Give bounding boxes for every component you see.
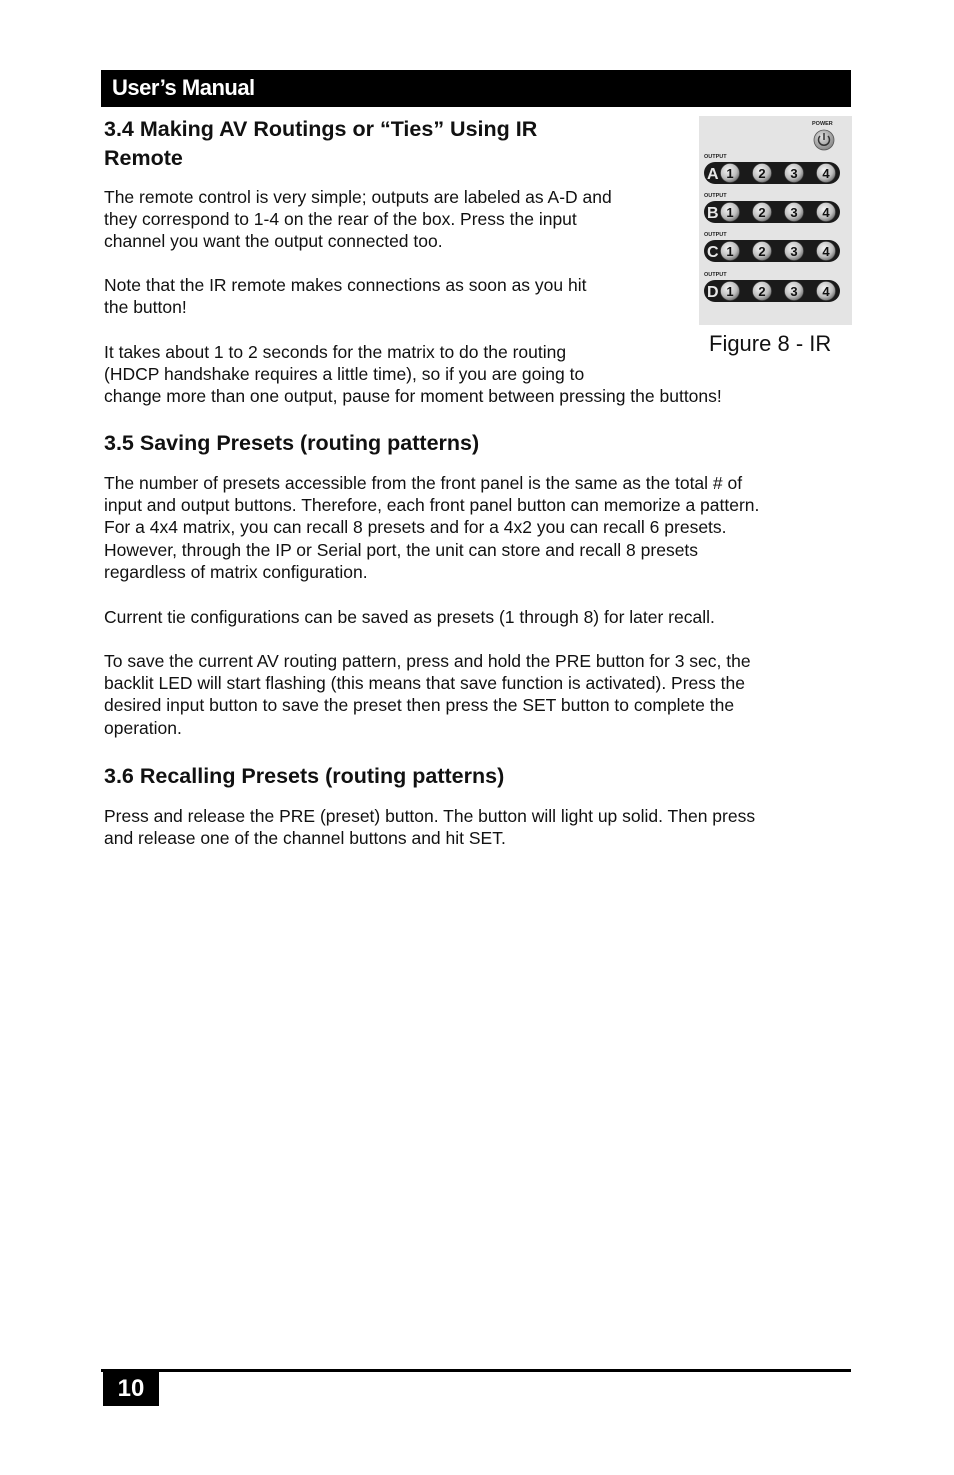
section-3-5-paragraph-2 [104, 606, 715, 628]
text-line: channel you want the output connected too. [104, 231, 443, 252]
button-number: 3 [790, 284, 798, 299]
button-number: 2 [758, 166, 766, 181]
input-button-1 [721, 242, 740, 261]
input-button-4 [817, 282, 836, 301]
ir-remote-figure [699, 116, 852, 325]
input-button-3 [785, 242, 804, 261]
ir-remote-image [699, 116, 852, 325]
text-line: (HDCP handshake requires a little time), so if you are going to [104, 364, 585, 385]
button-number: 2 [758, 284, 766, 299]
button-number: 3 [790, 166, 798, 181]
button-number: 2 [758, 205, 766, 220]
text-line: regardless of matrix configuration. [104, 561, 368, 582]
button-number: 3 [790, 244, 798, 259]
button-number: 4 [822, 244, 830, 259]
output-label: OUTPUT [704, 193, 727, 199]
button-number: 1 [726, 244, 734, 259]
page-number: 10 [103, 1371, 159, 1406]
input-button-1 [721, 282, 740, 301]
output-letter: C [707, 244, 719, 261]
heading-line: Remote [104, 146, 183, 170]
text-line: input and output buttons. Therefore, each front panel button can memorize a pattern. [104, 495, 760, 516]
section-3-5-heading: 3.5 Saving Presets (routing patterns) [104, 431, 480, 455]
figure-caption: Figure 8 - IR [709, 331, 832, 356]
section-3-4-paragraph-1 [104, 186, 612, 253]
text-line: the button! [104, 297, 187, 318]
input-button-3 [785, 203, 804, 222]
input-button-2 [753, 282, 772, 301]
text-line: desired input button to save the preset then press the SET button to complete the [104, 695, 735, 716]
text-line: The remote control is very simple; outputs are labeled as A-D and [104, 187, 612, 207]
button-number: 1 [726, 166, 734, 181]
power-button [814, 130, 834, 150]
output-row-a [704, 154, 840, 184]
section-3-5-paragraph-3 [104, 650, 751, 739]
text-line: operation. [104, 717, 182, 738]
output-label: OUTPUT [704, 232, 727, 238]
input-button-4 [817, 203, 836, 222]
section-3-5-paragraph-1 [104, 472, 759, 583]
header-bar [101, 70, 851, 107]
input-button-3 [785, 164, 804, 183]
text-line: they correspond to 1-4 on the rear of the box. Press the input [104, 209, 577, 230]
input-button-3 [785, 282, 804, 301]
text-line: However, through the IP or Serial port, the unit can store and recall 8 presets [104, 539, 699, 560]
text-line: Note that the IR remote makes connections as soon as you hit [104, 275, 587, 295]
section-3-4-heading [104, 115, 537, 173]
input-button-1 [721, 203, 740, 222]
button-number: 4 [822, 166, 830, 181]
text-line: Current tie configurations can be saved as presets (1 through 8) for later recall. [104, 607, 715, 627]
power-label: POWER [812, 121, 833, 127]
text-line: Press and release the PRE (preset) button. The button will light up solid. Then press [104, 806, 756, 826]
section-3-6-paragraph-1 [104, 805, 755, 849]
input-button-2 [753, 242, 772, 261]
section-3-6-heading: 3.6 Recalling Presets (routing patterns) [104, 764, 505, 788]
text-line: change more than one output, pause for moment between pressing the buttons! [104, 386, 722, 407]
output-row-d [704, 272, 840, 302]
heading-line: 3.4 Making AV Routings or “Ties” Using IR [104, 117, 538, 141]
text-line: backlit LED will start flashing (this means that save function is activated). Press the [104, 673, 745, 694]
button-number: 1 [726, 205, 734, 220]
text-line: To save the current AV routing pattern, press and hold the PRE button for 3 sec, the [104, 651, 751, 671]
output-letter: A [707, 166, 719, 183]
input-button-1 [721, 164, 740, 183]
output-letter: D [707, 284, 719, 301]
button-number: 4 [822, 205, 830, 220]
section-3-4-paragraph-2 [104, 274, 586, 318]
text-line: For a 4x4 matrix, you can recall 8 presets and for a 4x2 you can recall 6 presets. [104, 517, 727, 538]
text-line: and release one of the channel buttons and hit SET. [104, 828, 506, 849]
input-button-4 [817, 242, 836, 261]
section-3-4-paragraph-3 [104, 341, 722, 408]
input-button-4 [817, 164, 836, 183]
output-row-c [704, 232, 840, 262]
output-letter: B [707, 205, 719, 222]
output-label: OUTPUT [704, 154, 727, 160]
header-title: User’s Manual [112, 75, 255, 100]
text-line: It takes about 1 to 2 seconds for the matrix to do the routing [104, 342, 567, 362]
button-number: 3 [790, 205, 798, 220]
output-label: OUTPUT [704, 272, 727, 278]
input-button-2 [753, 203, 772, 222]
button-number: 4 [822, 284, 830, 299]
input-button-2 [753, 164, 772, 183]
button-number: 1 [726, 284, 734, 299]
text-line: The number of presets accessible from the front panel is the same as the total # of [104, 473, 743, 493]
output-row-b [704, 193, 840, 223]
button-number: 2 [758, 244, 766, 259]
footer-rule [101, 1369, 851, 1372]
